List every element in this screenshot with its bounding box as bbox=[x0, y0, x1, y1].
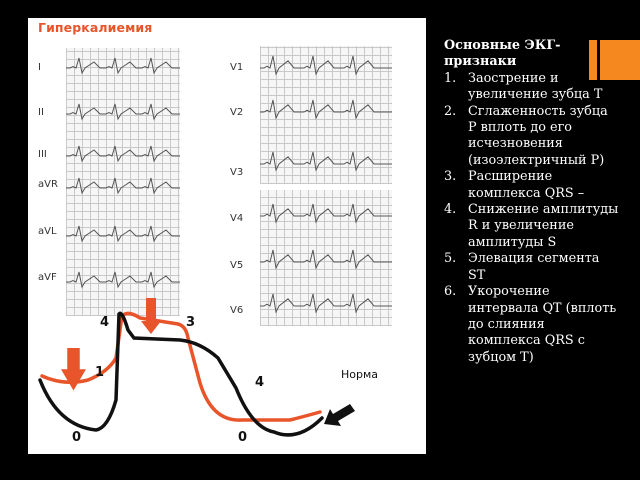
criteria-item: 4. Снижение амплитуды R и увеличение амплитуды S bbox=[444, 202, 619, 250]
ecg-trace bbox=[260, 100, 392, 118]
arrow-down-left bbox=[61, 348, 86, 391]
phase-label-1: 1 bbox=[95, 365, 105, 380]
lead-label-iii: III bbox=[38, 149, 47, 160]
lead-label-v2: V2 bbox=[230, 107, 244, 118]
lead-label-avf: aVF bbox=[38, 272, 57, 283]
criteria-title: Основные ЭКГ-признаки bbox=[444, 38, 561, 70]
ecg-trace bbox=[66, 226, 180, 241]
lead-label-v6: V6 bbox=[230, 305, 244, 316]
ecg-trace bbox=[66, 58, 180, 73]
criteria-item: 2. Сглаженность зубца P вплоть до его исчезновения (изоэлектричный P) bbox=[444, 103, 608, 168]
criteria-item: 1. Заострение и увеличение зубца T bbox=[444, 70, 603, 103]
lead-label-avr: aVR bbox=[38, 179, 58, 190]
ecg-trace bbox=[66, 146, 180, 161]
arrow-down-center bbox=[141, 298, 161, 334]
phase-label-3: 3 bbox=[186, 315, 196, 330]
lead-label-avl: aVL bbox=[38, 226, 57, 237]
lead-label-v4: V4 bbox=[230, 213, 244, 224]
ecg-trace bbox=[66, 104, 180, 119]
ecg-trace bbox=[66, 272, 180, 287]
ecg-trace bbox=[260, 250, 392, 268]
ecg-strip-limb-leads bbox=[66, 48, 180, 316]
decor-bar-tall bbox=[589, 40, 597, 80]
phase-label-2: 4 bbox=[100, 315, 110, 330]
figure-title: Гиперкалиемия bbox=[38, 20, 153, 35]
phase-label-4: 4 bbox=[255, 375, 265, 390]
lead-label-ii: II bbox=[38, 107, 44, 118]
criteria-item: 5. Элевация сегмента ST bbox=[444, 251, 600, 283]
phase-label-0-right: 0 bbox=[238, 430, 248, 445]
criteria-item: 3. Расширение комплекса QRS – bbox=[444, 169, 585, 201]
lead-label-v5: V5 bbox=[230, 260, 244, 271]
phase-label-0-left: 0 bbox=[72, 430, 82, 445]
ecg-figure bbox=[28, 18, 426, 454]
lead-label-i: I bbox=[38, 62, 41, 73]
ecg-strip-v1-v3 bbox=[260, 46, 392, 184]
criteria-panel bbox=[444, 38, 620, 366]
ecg-trace bbox=[260, 56, 392, 74]
ecg-trace bbox=[260, 204, 392, 222]
ecg-trace bbox=[260, 152, 392, 170]
criteria-list bbox=[444, 71, 620, 366]
arrow-norm-pointer bbox=[324, 404, 355, 426]
norm-label: Норма bbox=[341, 368, 379, 381]
criteria-item: 6. Укорочение интервала QT (вплоть до слияния комплекса QRS с зубцом T) bbox=[444, 284, 617, 365]
ecg-trace bbox=[66, 178, 180, 193]
decor-bar-wide bbox=[600, 40, 640, 80]
lead-label-v3: V3 bbox=[230, 167, 244, 178]
lead-label-v1: V1 bbox=[230, 62, 244, 73]
hyperkalemia-curve bbox=[42, 313, 320, 420]
